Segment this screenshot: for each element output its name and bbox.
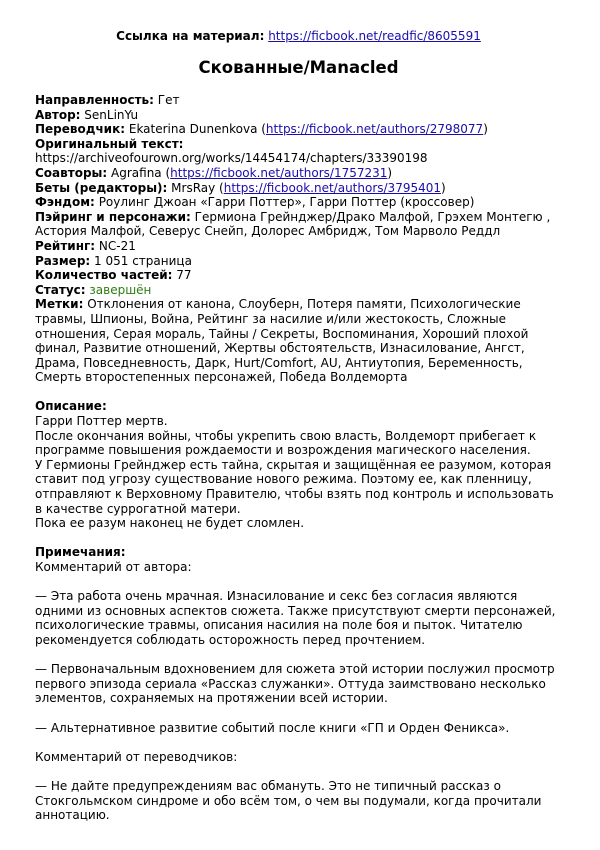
work-metadata xyxy=(35,93,562,385)
meta-label: Переводчик: xyxy=(35,122,126,137)
meta-label: Автор: xyxy=(35,107,81,122)
section-heading: Примечания: xyxy=(35,545,126,560)
meta-rating xyxy=(35,239,562,254)
description-line: Пока ее разум наконец не будет сломлен. xyxy=(35,516,305,531)
notes-section xyxy=(35,545,562,822)
meta-value: Agrafina ( xyxy=(111,165,171,180)
meta-status xyxy=(35,283,562,298)
section-heading: Описание: xyxy=(35,399,107,414)
meta-value: 1 051 страница xyxy=(94,253,192,268)
meta-value: Роулинг Джоан «Гарри Поттер», Гарри Поттер (кроссовер) xyxy=(98,195,475,210)
notes-translator-intro: Комментарий от переводчиков: xyxy=(35,749,238,764)
beta-link[interactable]: https://ficbook.net/authors/3795401 xyxy=(223,180,442,195)
meta-value: Отклонения от канона, Слоуберн, Потеря памяти, Психологические травмы, Шпионы, Война, Рейтинг за насилие и/или жестокость, Сложные отношения, Серая мораль, Тайны / Секреты, Воспоминания, Хороший плохой финал, Развитие отношений, Жертвы обстоятельств, Изнасилование, Ангст, Драма, Повседневность, Дарк, Hurt/Comfort, AU, Антиутопия, Беременность, Смерть второстепенных персонажей, Победа Волдеморта xyxy=(35,297,529,385)
meta-fandom xyxy=(35,195,562,210)
description-section xyxy=(35,399,562,530)
meta-label: Рейтинг: xyxy=(35,238,96,253)
meta-value: Ekaterina Dunenkova ( xyxy=(128,122,266,137)
meta-value-after: ) xyxy=(483,122,488,137)
description-line: У Гермионы Грейнджер есть тайна, скрытая и защищённая ее разумом, которая ставит под угрозу существование нового режима. Поэтому ее, как пленницу, отправляют к Верховному Правителю, чтобы взять под контроль и использовать в качестве суррогатной матери. xyxy=(35,457,554,516)
meta-value: MrsRay ( xyxy=(171,180,224,195)
meta-value-after: ) xyxy=(441,180,446,195)
meta-betas xyxy=(35,181,562,196)
meta-label: Размер: xyxy=(35,253,91,268)
description-line: Гарри Поттер мертв. xyxy=(35,414,168,429)
meta-pairing xyxy=(35,210,562,239)
meta-label: Соавторы: xyxy=(35,165,108,180)
meta-value: Гет xyxy=(157,93,180,107)
meta-size xyxy=(35,254,562,269)
meta-label: Метки: xyxy=(35,297,84,312)
meta-label: Количество частей: xyxy=(35,268,173,283)
meta-label: Фэндом: xyxy=(35,195,95,210)
source-label: Ссылка на материал: xyxy=(116,29,265,43)
meta-label: Статус: xyxy=(35,282,86,297)
meta-label: Беты (редакторы): xyxy=(35,180,168,195)
notes-paragraph: — Эта работа очень мрачная. Изнасилование и секс без согласия являются одними из основных аспектов сюжета. Также присутствуют смерти персонажей, психологические травмы, описания насилия на поле боя и пыток. Читателю рекомендуется соблюдать осторожность перед прочтением. xyxy=(35,589,556,647)
meta-label: Оригинальный текст: xyxy=(35,136,184,151)
status-badge: завершён xyxy=(89,282,152,297)
source-link[interactable]: https://ficbook.net/readfic/8605591 xyxy=(268,29,481,43)
notes-paragraph: — Не дайте предупреждениям вас обмануть. Это не типичный рассказ о Стокгольмском синдроме и обо всём том, о чем вы подумали, когда прочитали аннотацию. xyxy=(35,778,542,823)
meta-value: https://archiveofourown.org/works/14454174/chapters/33390198 xyxy=(35,151,428,166)
coauthor-link[interactable]: https://ficbook.net/authors/1757231 xyxy=(170,165,388,180)
description-line: После окончания войны, чтобы укрепить свою власть, Волдеморт прибегает к программе повышения рождаемости и возрождения магического населения. xyxy=(35,428,537,458)
meta-value: NC-21 xyxy=(98,238,136,253)
meta-direction xyxy=(35,93,562,108)
translator-link[interactable]: https://ficbook.net/authors/2798077 xyxy=(265,122,484,137)
meta-label: Направленность: xyxy=(35,93,154,107)
source-line xyxy=(35,0,562,44)
meta-parts xyxy=(35,268,562,283)
meta-tags xyxy=(35,297,562,385)
meta-author xyxy=(35,108,562,123)
meta-translator xyxy=(35,122,562,137)
meta-value: SenLinYu xyxy=(84,107,139,122)
meta-original xyxy=(35,137,562,166)
notes-paragraph: — Первоначальным вдохновением для сюжета этой истории послужил просмотр первого эпизода сериала «Рассказ служанки». Оттуда заимствовано несколько элементов, сохраняемых на протяжении всей истории. xyxy=(35,662,555,706)
meta-coauthors xyxy=(35,166,562,181)
meta-value: Гермиона Грейнджер/Драко Малфой, Грэхем Монтегю , Астория Малфой, Северус Снейп, Долорес Амбридж, Том Марволо Реддл xyxy=(35,209,551,239)
meta-label: Пэйринг и персонажи: xyxy=(35,209,191,224)
meta-value: 77 xyxy=(176,268,192,283)
work-title: Скованные/Manacled xyxy=(198,58,399,77)
meta-value-after: ) xyxy=(387,165,393,180)
notes-author-intro: Комментарий от автора: xyxy=(35,560,192,574)
notes-paragraph: — Альтернативное развитие событий после книги «ГП и Орден Феникса». xyxy=(35,720,510,735)
